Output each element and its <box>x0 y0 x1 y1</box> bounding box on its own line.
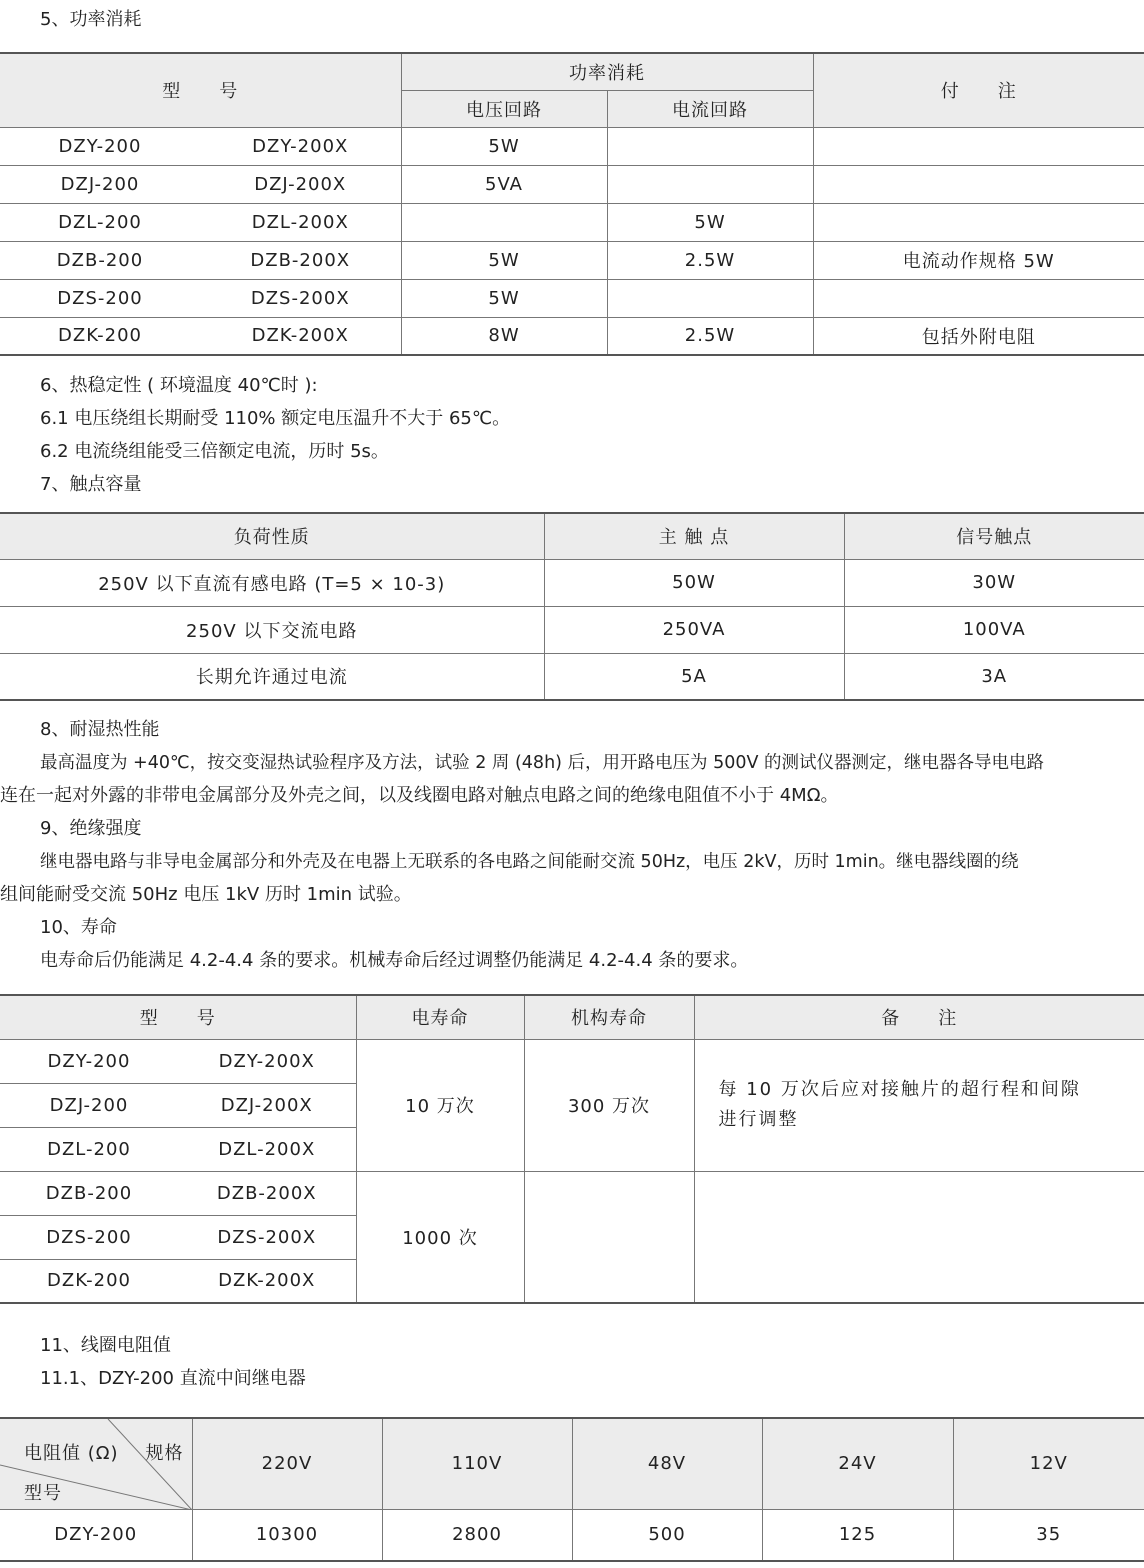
section-5-heading: 5、功率消耗 <box>40 9 142 30</box>
header-load-type: 负荷性质 <box>0 513 544 559</box>
resistance-cell: 500 <box>572 1509 762 1561</box>
resistance-cell: 10300 <box>192 1509 382 1561</box>
model-cell: DZK-200 <box>0 317 200 355</box>
main-contact-cell: 50W <box>544 559 844 606</box>
model-x-cell: DZJ-200X <box>200 165 401 203</box>
remark-cell <box>694 1171 1144 1303</box>
voltage-cell: 5VA <box>401 165 607 203</box>
spec-header: 24V <box>762 1418 953 1509</box>
section-7-heading: 7、触点容量 <box>40 474 142 495</box>
model-cell: DZB-200 <box>0 1171 178 1215</box>
section-8-line-2: 连在一起对外露的非带电金属部分及外壳之间，以及线圈电路对触点电路之间的绝缘电阻值不小于 4MΩ。 <box>0 785 839 806</box>
voltage-cell: 5W <box>401 279 607 317</box>
service-life-table <box>0 994 1144 1304</box>
diag-resistance-label: 电阻值 (Ω) <box>24 1443 119 1464</box>
electrical-life-cell: 10 万次 <box>356 1039 524 1171</box>
section-11-1-heading: 11.1、DZY-200 直流中间继电器 <box>40 1368 306 1389</box>
header-voltage-circuit: 电压回路 <box>401 90 607 127</box>
section-8-line-1: 最高温度为 +40℃，按交变湿热试验程序及方法，试验 2 周 (48h) 后，用开路电压为 500V 的测试仪器测定，继电器各导电电路 <box>40 753 1045 773</box>
table-row <box>0 559 1144 606</box>
voltage-cell <box>401 203 607 241</box>
main-contact-cell: 5A <box>544 653 844 700</box>
model-x-cell: DZL-200X <box>200 203 401 241</box>
current-cell: 5W <box>607 203 813 241</box>
remark-line-1: 每 10 万次后应对接触片的超行程和间隙 <box>718 1079 1081 1100</box>
table-row <box>0 653 1144 700</box>
main-contact-cell: 250VA <box>544 606 844 653</box>
header-note: 付 注 <box>813 53 1144 127</box>
table-row <box>0 241 1144 279</box>
spec-header: 12V <box>953 1418 1144 1509</box>
header-remark: 备 注 <box>694 995 1144 1039</box>
section-9-line-2: 组间能耐受交流 50Hz 电压 1kV 历时 1min 试验。 <box>0 884 412 905</box>
electrical-life-cell: 1000 次 <box>356 1171 524 1303</box>
table-row <box>0 127 1144 165</box>
model-cell: DZL-200 <box>0 203 200 241</box>
spec-header: 48V <box>572 1418 762 1509</box>
current-cell <box>607 127 813 165</box>
section-6-1-text: 6.1 电压绕组长期耐受 110% 额定电压温升不大于 65℃。 <box>40 408 511 429</box>
current-cell <box>607 165 813 203</box>
section-6-heading: 6、热稳定性 ( 环境温度 40℃时 ): <box>40 375 318 396</box>
diagonal-header-cell <box>0 1418 192 1509</box>
note-cell: 电流动作规格 5W <box>813 241 1144 279</box>
table-row <box>0 203 1144 241</box>
voltage-cell: 5W <box>401 241 607 279</box>
table-row <box>0 317 1144 355</box>
section-6-2-text: 6.2 电流绕组能受三倍额定电流，历时 5s。 <box>40 441 389 462</box>
resistance-cell: 35 <box>953 1509 1144 1561</box>
table-row <box>0 1039 1144 1083</box>
table-row <box>0 1509 1144 1561</box>
section-10-heading: 10、寿命 <box>40 917 117 938</box>
remark-cell <box>694 1039 1144 1171</box>
signal-contact-cell: 100VA <box>844 606 1144 653</box>
table-row <box>0 165 1144 203</box>
section-8-heading: 8、耐湿热性能 <box>40 719 160 740</box>
mechanical-life-cell: 300 万次 <box>524 1039 694 1171</box>
current-cell: 2.5W <box>607 241 813 279</box>
note-cell <box>813 127 1144 165</box>
model-x-cell: DZJ-200X <box>178 1083 356 1127</box>
model-cell: DZY-200 <box>0 1039 178 1083</box>
section-9-heading: 9、绝缘强度 <box>40 818 142 839</box>
signal-contact-cell: 30W <box>844 559 1144 606</box>
section-10-line-1: 电寿命后仍能满足 4.2-4.4 条的要求。机械寿命后经过调整仍能满足 4.2-4.4 条的要求。 <box>40 950 749 971</box>
model-x-cell: DZY-200X <box>178 1039 356 1083</box>
header-mechanical-life: 机构寿命 <box>524 995 694 1039</box>
model-cell: DZL-200 <box>0 1127 178 1171</box>
voltage-cell: 5W <box>401 127 607 165</box>
header-power: 功率消耗 <box>401 53 813 90</box>
model-x-cell: DZL-200X <box>178 1127 356 1171</box>
model-x-cell: DZK-200X <box>200 317 401 355</box>
table-row <box>0 1171 1144 1215</box>
header-model: 型 号 <box>0 995 356 1039</box>
spec-header: 110V <box>382 1418 572 1509</box>
section-11-heading: 11、线圈电阻值 <box>40 1335 171 1356</box>
model-x-cell: DZK-200X <box>178 1259 356 1303</box>
current-cell: 2.5W <box>607 317 813 355</box>
model-cell: DZJ-200 <box>0 1083 178 1127</box>
diag-spec-label: 规格 <box>145 1443 184 1464</box>
model-cell: DZS-200 <box>0 1215 178 1259</box>
resistance-cell: 125 <box>762 1509 953 1561</box>
note-cell <box>813 165 1144 203</box>
power-consumption-table <box>0 52 1144 356</box>
note-cell <box>813 279 1144 317</box>
model-cell: DZY-200 <box>0 127 200 165</box>
coil-resistance-table <box>0 1417 1144 1562</box>
header-model: 型 号 <box>0 53 401 127</box>
resistance-cell: 2800 <box>382 1509 572 1561</box>
note-cell: 包括外附电阻 <box>813 317 1144 355</box>
signal-contact-cell: 3A <box>844 653 1144 700</box>
load-cell: 250V 以下直流有感电路 (T=5 × 10-3) <box>0 559 544 606</box>
contact-capacity-table <box>0 512 1144 701</box>
table-row <box>0 606 1144 653</box>
model-x-cell: DZS-200X <box>178 1215 356 1259</box>
model-cell: DZJ-200 <box>0 165 200 203</box>
model-x-cell: DZS-200X <box>200 279 401 317</box>
model-x-cell: DZB-200X <box>200 241 401 279</box>
model-cell: DZS-200 <box>0 279 200 317</box>
section-9-line-1: 继电器电路与非导电金属部分和外壳及在电器上无联系的各电路之间能耐交流 50Hz，电压 2kV，历时 1min。继电器线圈的绕 <box>40 852 1019 872</box>
mechanical-life-cell <box>524 1171 694 1303</box>
header-current-circuit: 电流回路 <box>607 90 813 127</box>
load-cell: 250V 以下交流电路 <box>0 606 544 653</box>
model-cell: DZB-200 <box>0 241 200 279</box>
model-x-cell: DZY-200X <box>200 127 401 165</box>
note-cell <box>813 203 1144 241</box>
load-cell: 长期允许通过电流 <box>0 653 544 700</box>
spec-header: 220V <box>192 1418 382 1509</box>
table-row <box>0 279 1144 317</box>
diag-model-label: 型号 <box>24 1482 62 1504</box>
header-signal-contact: 信号触点 <box>844 513 1144 559</box>
current-cell <box>607 279 813 317</box>
model-x-cell: DZB-200X <box>178 1171 356 1215</box>
header-electrical-life: 电寿命 <box>356 995 524 1039</box>
remark-line-2: 进行调整 <box>718 1109 799 1130</box>
voltage-cell: 8W <box>401 317 607 355</box>
model-cell: DZY-200 <box>0 1509 192 1561</box>
header-main-contact: 主 触 点 <box>544 513 844 559</box>
model-cell: DZK-200 <box>0 1259 178 1303</box>
